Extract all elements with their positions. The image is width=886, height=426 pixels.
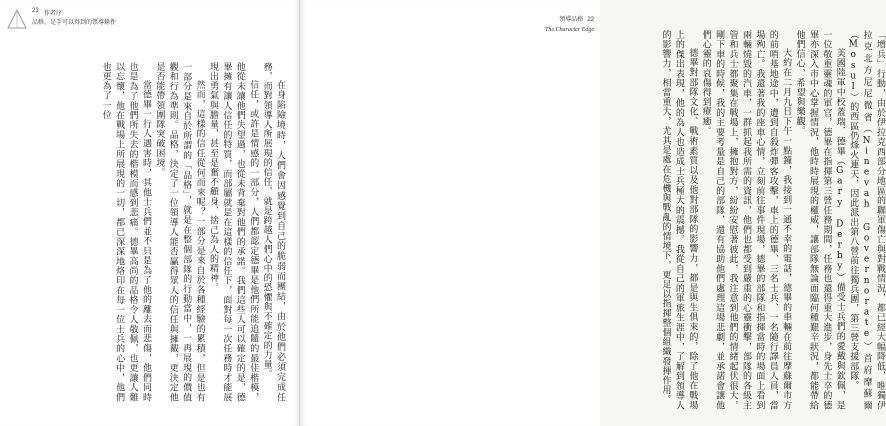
right-page-number: 22 xyxy=(587,17,594,23)
left-page xyxy=(0,0,300,426)
paragraph: 然而，這樣的信任從何而來呢？一部分是來自於各種經驗的累積，但是也有一部分是來自於所謂的「品格」，就是在整個部隊的行動當中，一再展現的價值觀和行為準則。品格，決定了一位領導人能否贏得眾人的信任與擁戴，更決定他是否能帶領團隊突破困境。 xyxy=(154,62,205,402)
paragraph: 德畢對部隊文化、戰術素質以及他對部隊的影響力，都是與生俱來的，除了他在戰場上的傑出表現，他的為人也造成士兵極大的震撼。我從自己的軍旅生涯中，了解到領導人的影響力，相當重大，尤其是處在危機與戰亂的情境下，更足以指揮整個組織發揮作用。 xyxy=(660,30,698,410)
left-page-body xyxy=(14,62,286,402)
paragraph: 信任，或許是情感的一部分，人們都認定德畢是他們所能追隨的最佳楷模，他從未讓他們失望過，也從未背棄對他們的承諾。我們這些人可以確定的是，德畢擁有讓人信任的特質，而部屬就是在這樣的信任下，面對每一次任務時才能展現出勇氣與膽量，甚至是奮不顧身、捨己為人的精神。 xyxy=(207,62,259,402)
paragraph: 美國陸軍中校蓋瑞．德畢（Gary Derby）備受士兵們的愛戴與欽佩，是一位敬重靈魂的軍官，德畢在指揮第三營任務期間，任務也還得重大進步，身先士卒的德畢亦深入市中心掌握情況，他時時展現的權威，讓部隊無論面臨何種艱辛狀況，都能帶給他們信心，希望與樂觀。 xyxy=(794,30,845,410)
right-page xyxy=(300,0,885,426)
left-page-header xyxy=(6,6,206,34)
english-title: The Character Edge xyxy=(545,27,594,33)
paragraph: 在身陷險境時，人們會因感覺到自己的脆弱而團結，由於他們必須完成任務，而對領導人所展現的信任，就是跨越人們心中的恐懼與不確定的力量。 xyxy=(261,62,285,402)
paragraph: 「增兵」行動，由於伊拉克西部分地區的聯軍傷亡與對戰情況，都已經大幅降低，唯獨伊拉克北方尼尼微省（Ninevah Governorate）首府摩蘇爾（Mosul）的西區仍烽火連天，因此派出第八營前往獨兵團，第三營支援部隊。 xyxy=(848,30,885,410)
running-title: 領導品格 xyxy=(559,16,584,23)
right-page-body xyxy=(614,30,886,410)
book-subtitle: 品格，是手可以得到的領導條件 xyxy=(32,19,117,26)
paragraph: 當德畢一行人遇害時，其他士兵們並不只是為了他的離去而悲傷，他們同時也是為了他們所失去的楷模而感到悲痛。德畢高尚的品格令人敬佩，也更讓人難以忘懷，他在戰場上所展現的一切，都已深深地烙印在每一位士兵的心中，他們也更為了一位 xyxy=(100,62,151,402)
publisher-logo-icon xyxy=(6,8,28,30)
paragraph: 大約在二月九日下午一點鐘，我接到一通不幸的電話，德畢的車輛在前往摩蘇爾市方的前哨基地途中，遭到自殺炸彈客攻擊，車上的德畢、三名士兵、一名隨行譯員人員，當場殉亡。我還著我的座車心情，立刻前往事件現場，德畢的部隊和指揮當時的場面上看到兩輛燒毀的汽車，一群抓起我所需的資訊，他們也都受到嚴重的心靈衝擊，部隊的各級主管和兵士都聚集在戰場上，擁抱對方，紛紛安慰著彼此，我注意到他們的情緒起伏很大，剛下車的時候，我的主要考量是自己的部隊，還有協助他們處理這場悲劇，並承諾會讓他們心靈的哀傷得到療癒。 xyxy=(700,30,792,410)
right-page-header xyxy=(454,6,594,33)
section-label: 作者序 xyxy=(44,10,63,17)
left-page-number: 23 xyxy=(32,8,39,14)
